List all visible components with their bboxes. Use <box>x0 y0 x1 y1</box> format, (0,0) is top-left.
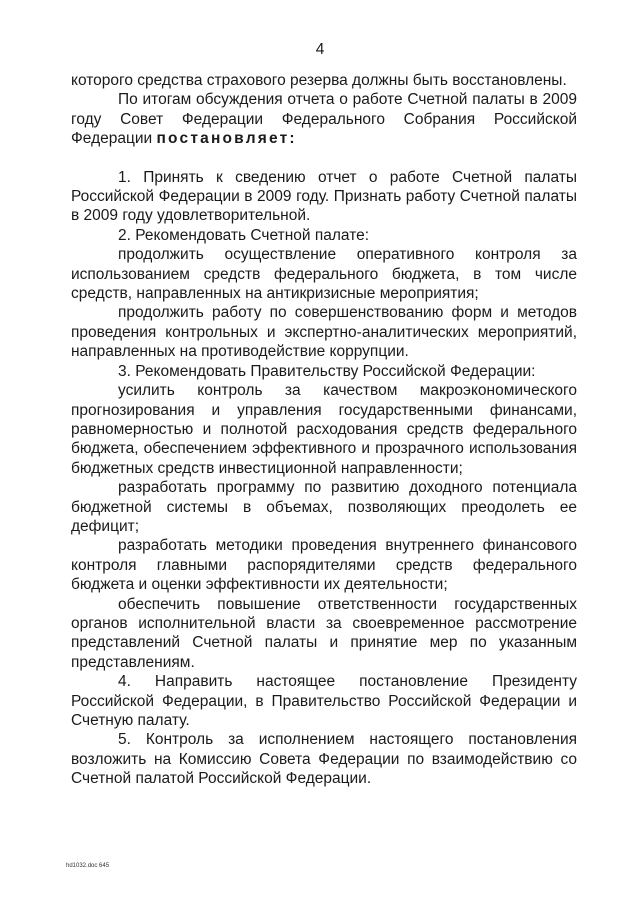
document-body <box>71 71 577 789</box>
item-3-sub-3: разработать методики проведения внутреннего финансового контроля главными распорядителями средств федерального бюджета и оценки эффективности их деятельности; <box>71 537 577 594</box>
intro-paragraph <box>71 90 577 148</box>
item-2-sub-2: продолжить работу по совершенствованию форм и методов проведения контрольных и экспертно-аналитических мероприятий, направленных на противодействие коррупции. <box>71 304 577 361</box>
continuation-paragraph: которого средства страхового резерва должны быть восстановлены. <box>71 72 567 89</box>
item-3-sub-4: обеспечить повышение ответственности государственных органов исполнительной власти за своевременное рассмотрение представлений Счетной палаты и принятие мер по указанным представлениям. <box>71 595 577 671</box>
item-2-sub-1: продолжить осуществление оперативного контроля за использованием средств федерального бюджета, в том числе средств, направленных на антикризисные мероприятия; <box>71 246 577 303</box>
paragraph-gap <box>71 149 577 168</box>
item-3-title: 3. Рекомендовать Правительству Российской Федерации: <box>118 362 536 380</box>
item-3-sub-1: усилить контроль за качеством макроэкономического прогнозирования и управления государственными финансами, равномерностью и полнотой расходования средств федерального бюджета, обеспечением эффективного и прозрачного использования бюджетных средств инвестиционной направленности; <box>71 382 577 477</box>
item-5: 5. Контроль за исполнением настоящего постановления возложить на Комиссию Совета Федерации по взаимодействию со Счетной палатой Российской Федерации. <box>71 731 577 788</box>
intro-text: По итогам обсуждения отчета о работе Счетной палаты в 2009 году Совет Федерации Федерального Собрания Российской Федерации <box>71 91 577 148</box>
decree-word: постановляет: <box>156 130 297 148</box>
footer-file-reference: hd1032.doc 645 <box>66 863 110 869</box>
item-1: 1. Принять к сведению отчет о работе Счетной палаты Российской Федерации в 2009 году. Признать работу Счетной палаты в 2009 году удовлетворительной. <box>71 168 577 225</box>
item-3-sub-2: разработать программу по развитию доходного потенциала бюджетной системы в объемах, позволяющих преодолеть ее дефицит; <box>71 479 577 535</box>
item-2-title: 2. Рекомендовать Счетной палате: <box>118 226 370 244</box>
page-number: 4 <box>315 41 325 58</box>
item-4: 4. Направить настоящее постановление Президенту Российской Федерации, в Правительство Российской Федерации и Счетную палату. <box>71 673 577 729</box>
